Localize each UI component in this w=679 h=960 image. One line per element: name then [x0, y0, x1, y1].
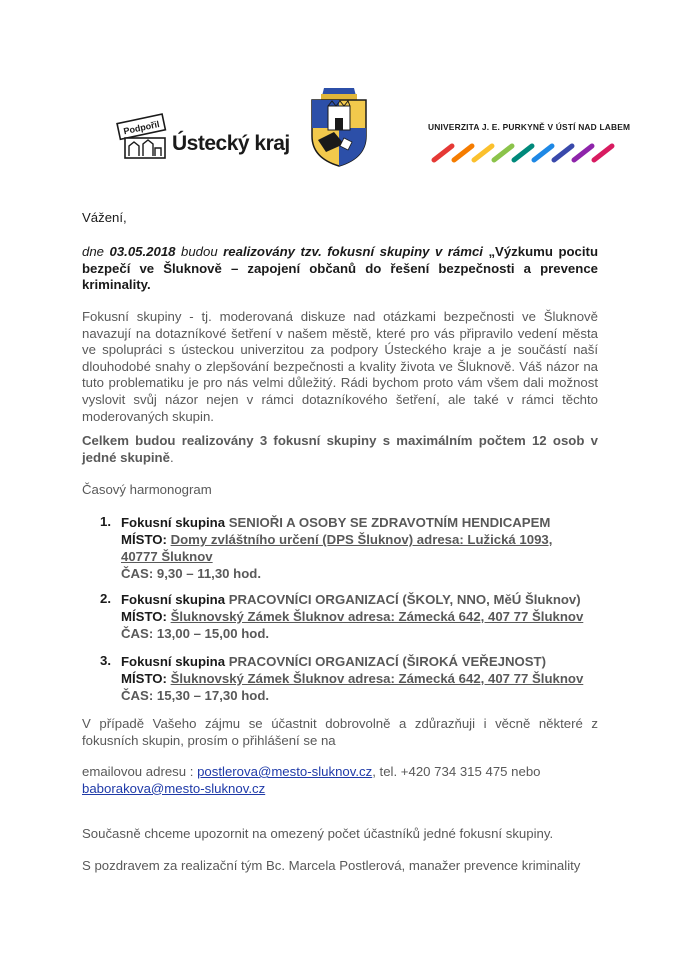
email-link-baborakova[interactable]: baborakova@mesto-sluknov.cz — [82, 780, 266, 796]
interest-paragraph: V případě Vašeho zájmu se účastnit dobrovolně a zdůrazňuji i věcně některé z fokusních skupin, prosím o přihlášení se na — [82, 716, 598, 748]
group-3-prefix: Fokusní skupina — [121, 654, 229, 669]
university-stripes-logo — [428, 134, 618, 164]
sluknov-crest-icon — [304, 84, 374, 168]
schedule-title: Časový harmonogram — [82, 482, 212, 497]
intro-text-3: realizovány tzv. fokusní skupiny v rámci — [223, 244, 483, 259]
group-1-number: 1. — [100, 514, 111, 529]
group-1-place-line1: Domy zvláštního určení (DPS Šluknov) adresa: Lužická 1093, — [170, 532, 553, 547]
group-3-number: 3. — [100, 653, 111, 668]
group-2 — [121, 591, 601, 642]
group-2-place — [121, 608, 601, 625]
group-1-place-label: MÍSTO: — [121, 532, 167, 547]
summary-end: . — [169, 449, 174, 465]
group-1-place — [121, 531, 601, 548]
summary-bold: Celkem budou realizovány 3 fokusní skupiny s maximálním počtem 12 osob v jedné skupině — [82, 433, 598, 465]
group-2-prefix: Fokusní skupina — [121, 592, 229, 607]
contact-phone: , tel. +420 734 315 475 nebo — [372, 764, 541, 779]
ustecky-kraj-name: Ústecký kraj — [172, 132, 290, 155]
group-3-title — [121, 653, 601, 670]
group-1-prefix: Fokusní skupina — [121, 515, 229, 530]
group-2-title — [121, 591, 601, 608]
group-3-time: ČAS: 15,30 – 17,30 hod. — [121, 688, 270, 703]
group-3-place-label: MÍSTO: — [121, 671, 167, 686]
intro-text-1: dne — [82, 244, 110, 259]
contact-prefix: emailovou adresu : — [82, 764, 198, 779]
group-3-place-line1: Šluknovský Zámek Šluknov adresa: Zámecká 642, 407 77 Šluknov — [170, 671, 584, 686]
group-1-time: ČAS: 9,30 – 11,30 hod. — [121, 566, 261, 581]
description-paragraph: Fokusní skupiny - tj. moderovaná diskuze nad otázkami bezpečnosti ve Šluknově navazují na dotazníkové šetření v našem městě, které pro vás připravilo vedení města ve spolupráci s ústeckou univerzitou za podpory Ústeckého kraje a je součástí naší dlouhodobé snahy o zlepšování bezpečnosti a kvality života ve Šluknově. Váš názor na tuto problematiku je pro nás velmi důležitý. Rádi bychom proto vám všem dali možnost vyslovit svůj názor nejen v rámci dotazníkového šetření, ale také v rámci těchto moderovaných skupin. — [82, 309, 598, 424]
email-link-postlerova[interactable]: postlerova@mesto-sluknov.cz — [197, 764, 373, 779]
summary-paragraph — [82, 433, 598, 466]
group-3-place — [121, 670, 601, 687]
group-2-time: ČAS: 13,00 – 15,00 hod. — [121, 626, 270, 641]
intro-text-2: budou — [175, 244, 224, 259]
group-1 — [121, 514, 601, 582]
group-3 — [121, 653, 601, 704]
signature: S pozdravem za realizační tým Bc. Marcela Postlerová, manažer prevence kriminality — [82, 858, 581, 873]
group-2-name: PRACOVNÍCI ORGANIZACÍ (ŠKOLY, NNO, MěÚ Šluknov) — [228, 592, 581, 607]
intro-date: 03.05.2018 — [109, 244, 176, 259]
contact-paragraph — [82, 764, 598, 797]
group-2-place-line1: Šluknovský Zámek Šluknov adresa: Zámecká 642, 407 77 Šluknov — [170, 609, 584, 624]
group-1-name: SENIOŘI A OSOBY SE ZDRAVOTNÍM HENDICAPEM — [228, 515, 551, 530]
greeting: Vážení, — [82, 210, 127, 225]
group-3-name: PRACOVNÍCI ORGANIZACÍ (ŠIROKÁ VEŘEJNOST) — [228, 654, 546, 669]
intro-research-title: „Výzkumu pocitu bezpečí ve Šluknově – zapojení občanů do řešení bezpečnosti a prevence kriminality. — [82, 244, 598, 293]
intro-paragraph — [82, 244, 598, 294]
university-name: UNIVERZITA J. E. PURKYNĚ V ÚSTÍ NAD LABEM — [428, 122, 631, 132]
group-2-number: 2. — [100, 591, 111, 606]
group-1-title — [121, 514, 601, 531]
group-1-place-line2: 40777 Šluknov — [121, 549, 213, 564]
group-2-place-label: MÍSTO: — [121, 609, 167, 624]
podporil-badge-text: Podpořil — [122, 119, 161, 137]
notice-paragraph: Současně chceme upozornit na omezený počet účastníků jedné fokusní skupiny. — [82, 826, 554, 841]
